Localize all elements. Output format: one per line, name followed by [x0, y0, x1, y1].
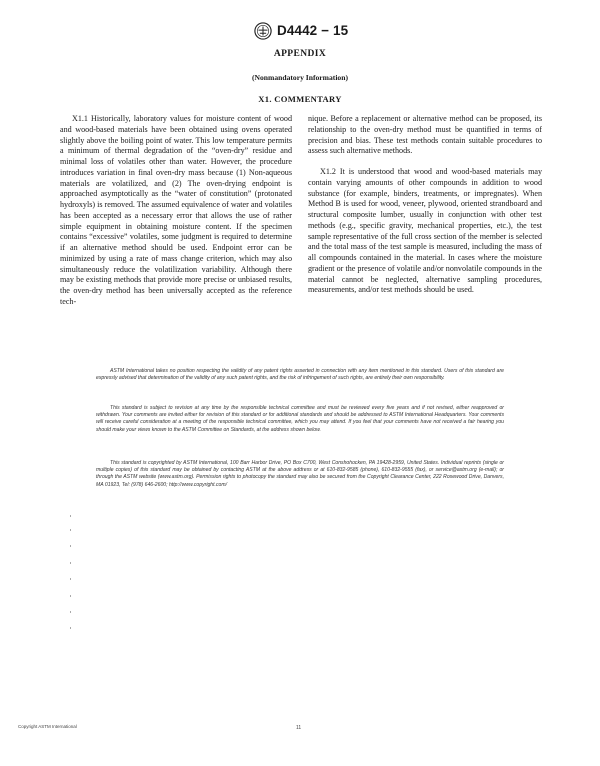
paragraph-x1-2: X1.2 It is understood that wood and wood-based materials may contain varying amounts of other compounds in addition to wood substance (for example, binders, treatments, or impregnates). When Method B is used for wood, veneer, plywood, oriented strandboard and structural composite lumber, usually in conjunction with other test methods (e.g., specific gravity, mechanical properties, etc.), the test sample representative of the full cross section of the member is selected and the total mass of the test sample is measured, including the mass of all compounds contained in the material. In cases where the moisture gradient or the presence of volatile and/or nonvolatile compounds in the material cannot be neglected, alternative sampling procedures, measurements, and/or test methods should be used. — [308, 167, 542, 295]
patent-notice-text: ASTM International takes no position respecting the validity of any patent rights asserted in connection with any item mentioned in this standard. Users of this standard are expressly advised that determination of the validity of any such patent rights, and the risk of infringement of such rights, are entirely their own responsibility. — [96, 368, 504, 382]
copyright-notice — [96, 460, 504, 489]
revision-notice-text: This standard is subject to revision at any time by the responsible technical committee and must be reviewed every five years and if not revised, either reapproved or withdrawn. Your comments are invited either for revision of this standard or for additional standards and should be addressed to ASTM International Headquarters. Your comments will receive careful consideration at a meeting of the responsible technical committee, which you may attend. If you feel that your comments have not received a fair hearing you should make your views known to the ASTM Committee on Standards, at the address shown below. — [96, 405, 504, 433]
left-column — [60, 114, 292, 308]
copyright-notice-text: This standard is copyrighted by ASTM International, 100 Barr Harbor Drive, PO Box C700, West Conshohocken, PA 19428-2959, United States. Individual reprints (single or multiple copies) of this standard may be obtained by contacting ASTM at the above address or at 610-832-9585 (phone), 610-832-9555 (fax), or service@astm.org (e-mail); or through the ASTM website (www.astm.org). Permission rights to photocopy the standard may also be secured from the Copyright Clearance Center, 222 Rosewood Drive, Danvers, MA 01923, Tel: (978) 646-2600; http://www.copyright.com/ — [96, 460, 504, 488]
paragraph-x1-1: X1.1 Historically, laboratory values for moisture content of wood and wood-based materials have been obtained using ovens operated slightly above the boiling point of water. This low temperature permits a minimum of thermal degradation of the “oven-dry” residue and minimal loss of volatiles other than water. However, the procedure introduces variation in final oven-dry mass because (1) Non-aqueous materials are volatilized, and (2) The oven-drying endpoint is approached asymptotically as the “water of constitution” (protonated hydroxyls) is removed. The assumed equivalence of water and volatiles has been accepted as a necessary error that allows the use of rather simple equipment in obtaining moisture content. If the specimen contains “excessive” volatiles, some judgment is required to determine if an alternative method should be used. Endpoint error can be minimized by using a rate of mass change criterion, which may also simultaneously reduce the volatilization variability. Although there may be existing methods that provide more precise or unbiased results, the oven-dry method has been universally accepted as the reference tech- — [60, 114, 292, 306]
patent-notice — [96, 368, 504, 382]
right-column — [308, 114, 542, 296]
astm-logo-icon — [254, 22, 272, 40]
commentary-heading: X1. COMMENTARY — [258, 94, 342, 104]
page-header — [0, 22, 600, 42]
document-id: D4442 − 15 — [277, 23, 349, 38]
revision-notice — [96, 405, 504, 434]
nonmandatory-subtitle: (Nonmandatory Information) — [252, 73, 348, 82]
paragraph-x1-1-continued: nique. Before a replacement or alternative method can be proposed, its relationship to the oven-dry method must be quantified in terms of precision and bias. These test methods contain suitable procedures to assess such alternative methods. — [308, 114, 542, 156]
appendix-title: APPENDIX — [273, 49, 327, 59]
footer-copyright: Copyright ASTM International — [18, 724, 77, 729]
scan-margin-marks — [70, 515, 72, 635]
page-number: 11 — [296, 725, 302, 731]
